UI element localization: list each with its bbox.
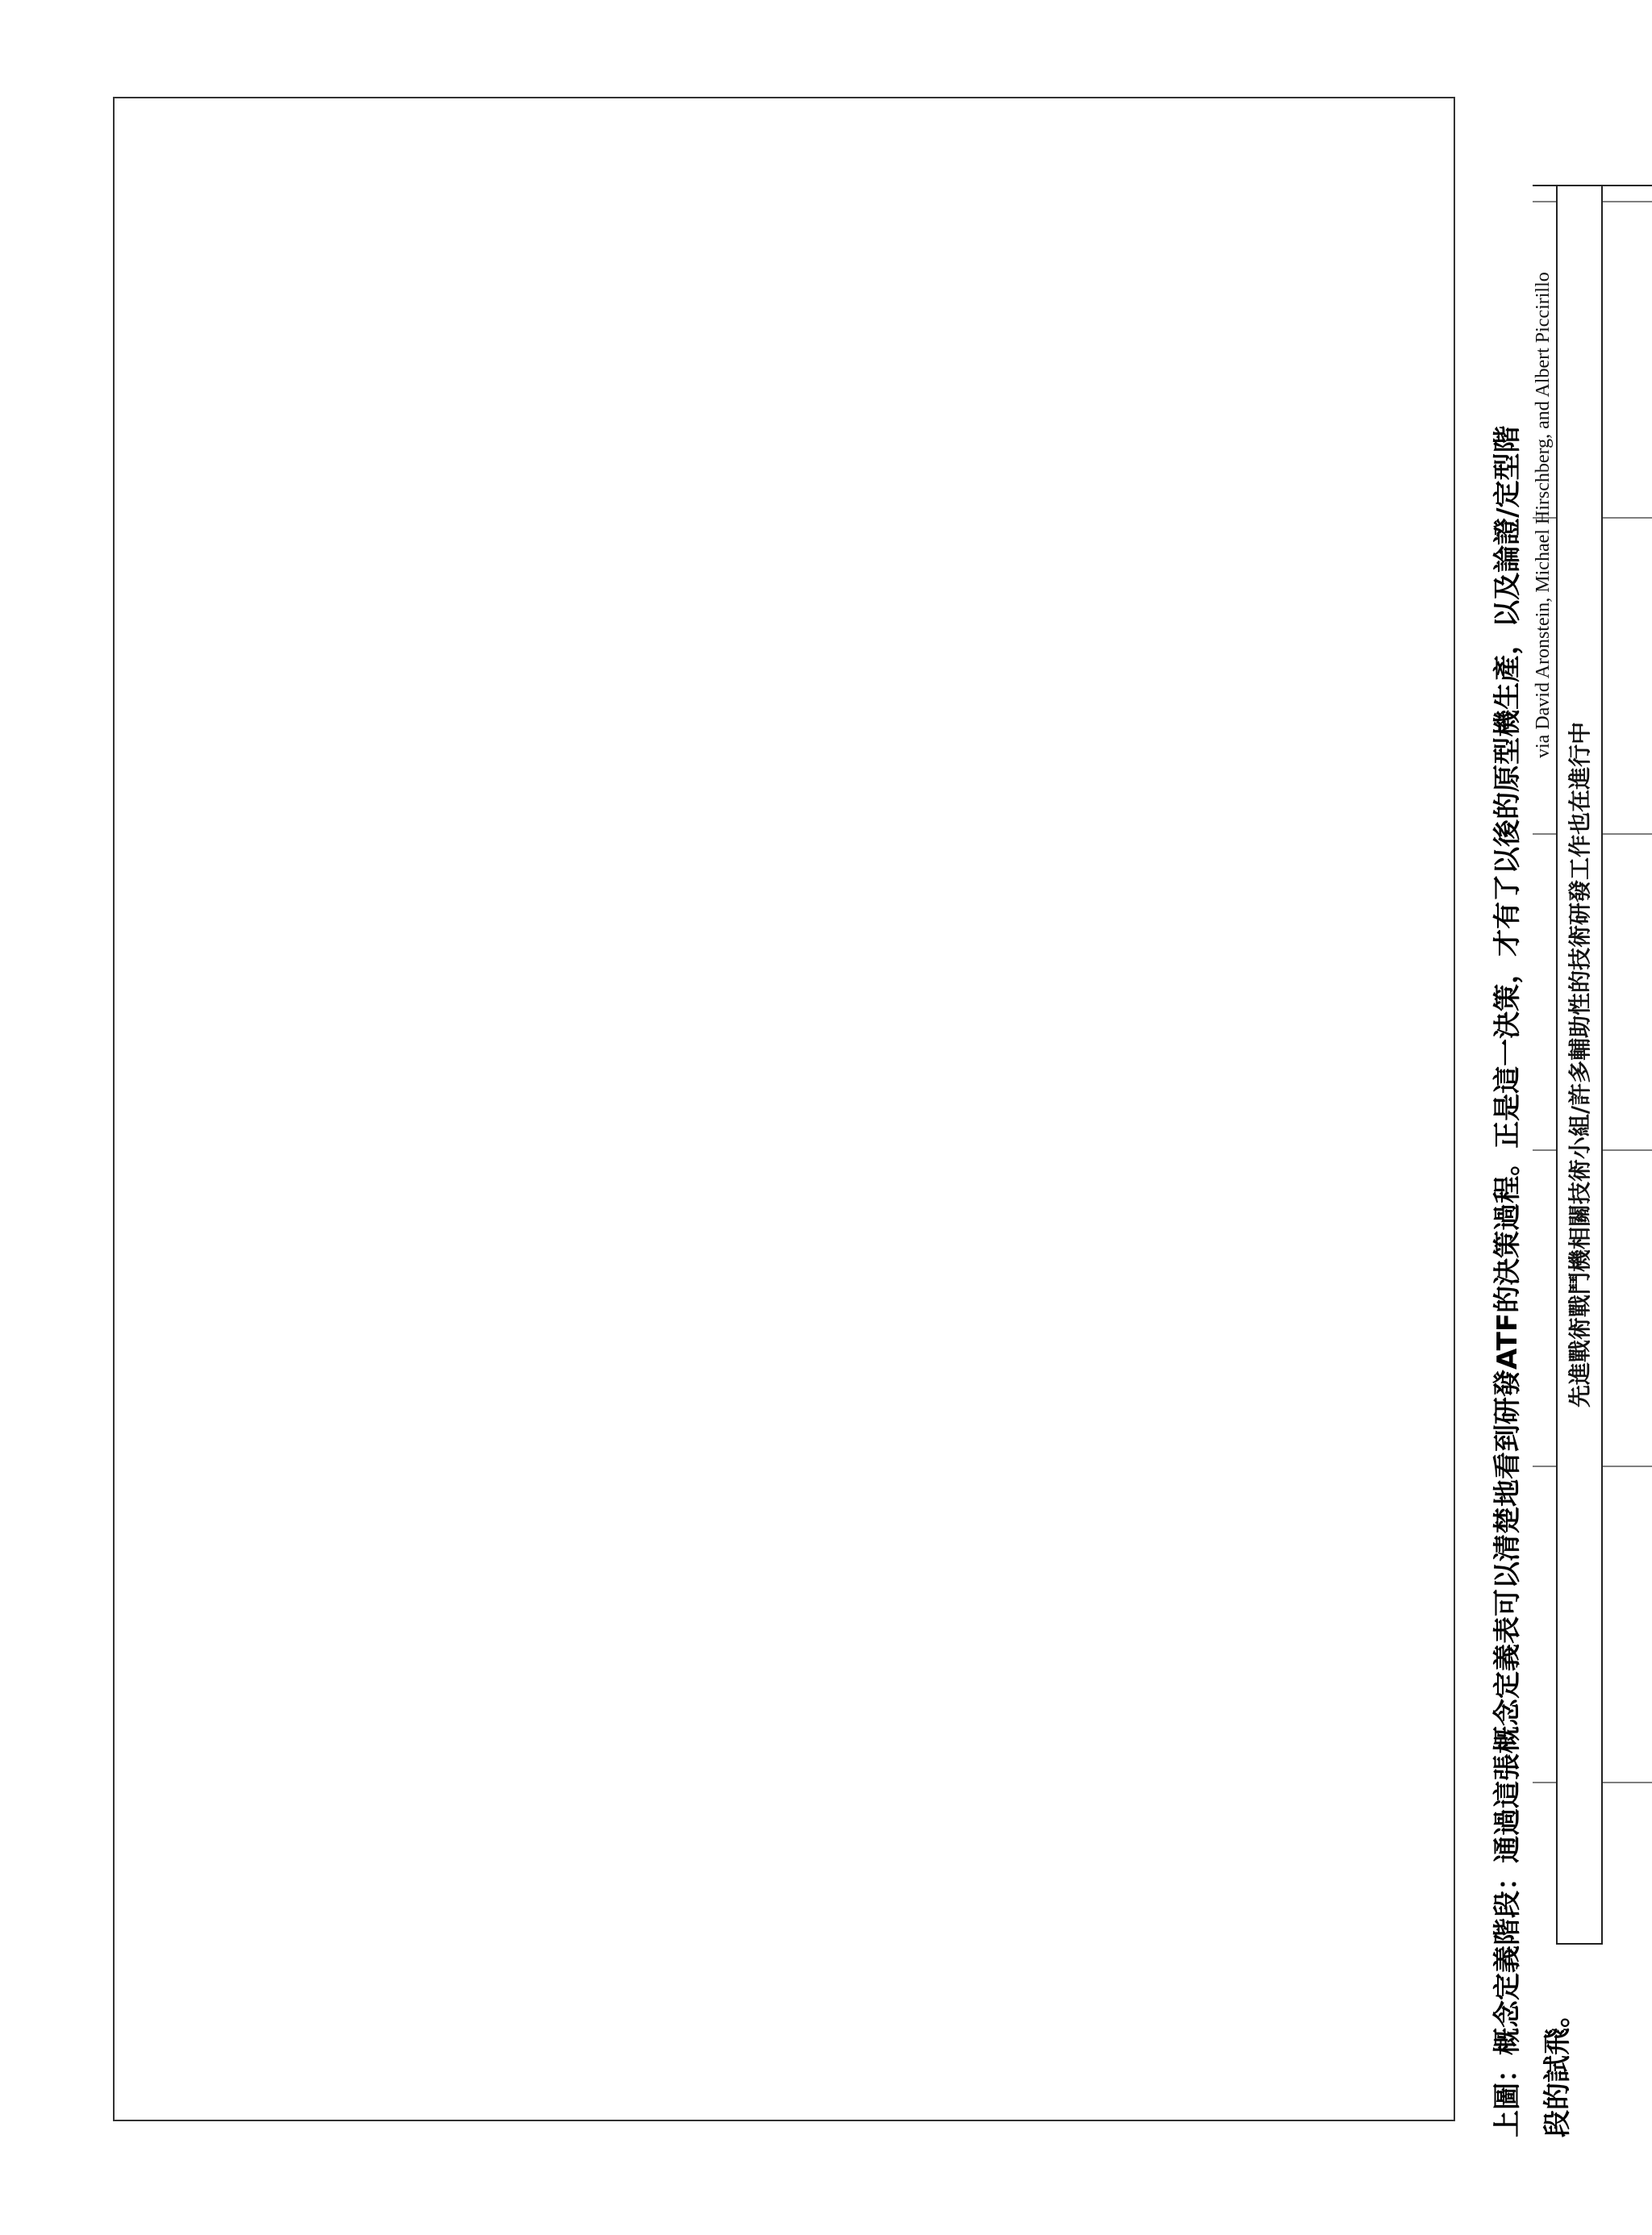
caption-area — [1484, 97, 1646, 2162]
credit: via David Aronstein, Michael Hirschberg, and Albert Piccirillo — [1533, 272, 1554, 758]
caption-line-1: 上圖：概念定義階段：通過這張概念定義表可以清楚地看到研發ATF的決策過程。正是這一決策，才有了以後的原型機生產，以及論證/定型階 — [1491, 425, 1524, 2137]
bottom-banner-label: 先進戰術戰鬥機相關技術小組/許多輔助性的技術研發工作也在進行中 — [1566, 721, 1593, 1408]
caption-line-2: 段的試飛。 — [1541, 2000, 1574, 2137]
